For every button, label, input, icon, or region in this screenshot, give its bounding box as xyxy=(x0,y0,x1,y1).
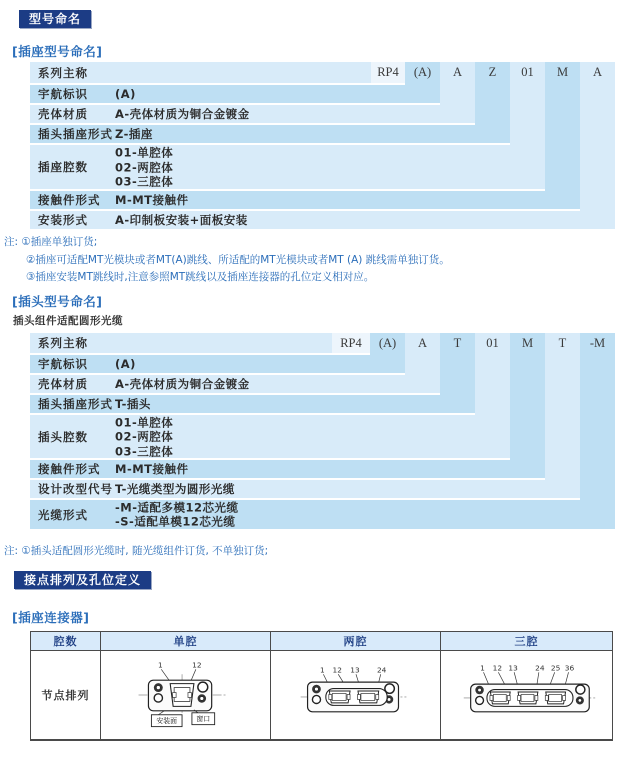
code-value: 01 xyxy=(486,336,499,350)
pin-number: 12 xyxy=(492,663,502,673)
row-label: 插头腔数 xyxy=(38,429,88,444)
desc-line: 01-单腔体 xyxy=(115,145,174,160)
triple-cavity-cell xyxy=(441,651,612,739)
section-header-title: 型号命名 xyxy=(29,12,82,26)
section-header-title: 接点排列及孔位定义 xyxy=(24,573,142,587)
row-label: 系列主称 xyxy=(38,65,88,80)
pin-block xyxy=(562,695,565,700)
code-column xyxy=(545,62,580,209)
mounting-hole xyxy=(575,685,584,694)
double-cavity-cell xyxy=(271,651,441,739)
socket-naming-heading: [插座型号命名] xyxy=(12,44,103,59)
mounting-hole xyxy=(475,696,483,704)
table-row xyxy=(30,375,440,393)
row-desc xyxy=(115,415,173,459)
desc-line: -S-适配单模12芯光缆 xyxy=(115,514,236,529)
table-row xyxy=(30,191,580,209)
column-header: 腔数 xyxy=(31,632,101,651)
pin-number: 1 xyxy=(320,665,325,675)
row-label: 插头插座形式 xyxy=(38,397,113,411)
plug-naming-subtitle: 插头组件适配圆形光缆 xyxy=(13,315,123,327)
table-row xyxy=(30,85,440,103)
row-desc: M-MT接触件 xyxy=(115,462,189,476)
code-value: T xyxy=(558,336,567,350)
table-row xyxy=(30,62,371,83)
code-value: (A) xyxy=(413,65,432,79)
table-row xyxy=(30,395,475,413)
triple-cavity-connector-diagram xyxy=(443,652,611,738)
jack-post-center xyxy=(578,699,581,702)
table-row xyxy=(30,333,332,353)
row-label: 壳体材质 xyxy=(38,107,88,121)
code-value: A xyxy=(592,65,603,79)
column-header: 三腔 xyxy=(441,632,612,651)
row-label: 插头插座形式 xyxy=(38,127,113,141)
socket-naming-table xyxy=(30,62,615,229)
mounting-hole xyxy=(198,682,208,692)
code-value: (A) xyxy=(378,336,397,350)
note-line: 注: ①插座单独订货; xyxy=(4,236,98,248)
table-row xyxy=(30,211,615,229)
row-label: 接触件形式 xyxy=(38,193,101,207)
pin-block xyxy=(376,695,379,700)
jack-post-center xyxy=(477,688,481,692)
row-label: 宇航标识 xyxy=(38,357,88,371)
desc-line: 02-两腔体 xyxy=(115,429,174,444)
pin-block xyxy=(545,695,548,700)
contact-arrangement-table xyxy=(30,631,613,741)
code-value: A xyxy=(417,336,428,350)
single-cavity-cell xyxy=(101,651,271,739)
code-value: -M xyxy=(589,336,606,350)
desc-line: 03-三腔体 xyxy=(115,443,174,458)
pin-number: 36 xyxy=(564,663,574,673)
row-desc: T-插头 xyxy=(115,397,151,411)
row-label: 壳体材质 xyxy=(38,377,88,391)
row-desc: (A) xyxy=(115,87,136,101)
row-desc: A-印制板安装+面板安装 xyxy=(115,213,248,227)
note-line: ③插座安装MT跳线时,注意参照MT跳线以及插座连接器的孔位定义相对应。 xyxy=(26,271,375,283)
section-header-contact-arrangement xyxy=(14,571,151,589)
note-line: ②插座可适配MT光模块或者MT(A)跳线、所适配的MT光模块或者MT (A) 跳线需单独订货。 xyxy=(26,253,450,266)
pin-number: 24 xyxy=(534,663,545,673)
socket-connector-heading: [插座连接器] xyxy=(12,610,90,625)
pin-number: 1 xyxy=(479,663,485,673)
desc-line: 02-两腔体 xyxy=(115,159,174,174)
row-label: 光缆形式 xyxy=(38,507,88,522)
row-desc: T-光缆类型为圆形光缆 xyxy=(115,482,235,496)
plug-naming-heading: [插头型号命名] xyxy=(12,294,103,309)
code-column xyxy=(580,62,615,229)
row-desc xyxy=(115,145,173,189)
code-value: T xyxy=(453,336,462,350)
desc-line: 03-三腔体 xyxy=(115,174,174,189)
pin-number: 12 xyxy=(332,665,342,675)
row-label: 插座腔数 xyxy=(38,160,88,174)
jack-post-center xyxy=(315,687,319,691)
code-value: A xyxy=(452,65,463,79)
callout-label: 安装面 xyxy=(156,717,178,726)
row-desc xyxy=(115,500,239,529)
mounting-hole xyxy=(154,694,162,702)
pin-block xyxy=(188,693,191,698)
pin-block xyxy=(329,695,332,700)
code-value: M xyxy=(521,336,534,350)
plug-naming-table xyxy=(30,333,615,529)
jack-post-center xyxy=(200,697,204,701)
code-value: RP4 xyxy=(377,65,399,79)
pin-number: 13 xyxy=(350,665,360,675)
row-label: 接触件形式 xyxy=(38,462,101,476)
table-row xyxy=(30,500,615,529)
pin-number: 13 xyxy=(507,663,518,673)
leader-line xyxy=(158,711,164,715)
socket-notes xyxy=(4,234,450,287)
row-label: 安装形式 xyxy=(38,213,88,227)
code-column xyxy=(510,333,545,478)
callout-label: 窗口 xyxy=(196,715,211,724)
double-cavity-connector-diagram xyxy=(271,652,440,738)
column-header: 单腔 xyxy=(101,632,271,651)
jack-post-center xyxy=(156,686,160,690)
row-desc: A-壳体材质为铜合金镀金 xyxy=(115,107,250,121)
code-value: Z xyxy=(488,65,497,79)
row-label: 节点排列 xyxy=(41,689,90,702)
pin-number: 12 xyxy=(192,660,202,670)
pin-number: 25 xyxy=(550,663,560,673)
note-line: 注: ①插头适配圆形光缆时, 随光缆组件订货, 不单独订货; xyxy=(4,545,269,557)
pin-block xyxy=(507,695,510,700)
pin-block xyxy=(489,695,492,700)
code-column xyxy=(580,333,615,529)
table-row xyxy=(30,125,510,143)
pin-block xyxy=(517,695,520,700)
code-value: 01 xyxy=(521,65,534,79)
row-desc: (A) xyxy=(115,357,136,371)
pin-block xyxy=(173,693,176,698)
pin-block xyxy=(357,695,360,700)
column-header: 两腔 xyxy=(271,632,441,651)
pin-number: 24 xyxy=(376,665,387,675)
table-row xyxy=(30,480,580,498)
table-row xyxy=(30,355,405,373)
desc-line: -M-适配多模12芯光缆 xyxy=(115,500,239,514)
row-label: 系列主称 xyxy=(38,336,88,350)
table-row-label-cell xyxy=(31,651,101,739)
mounting-hole xyxy=(312,695,320,703)
single-cavity-connector-diagram xyxy=(101,652,270,738)
pin-block xyxy=(534,695,537,700)
jack-post-center xyxy=(387,698,391,702)
row-desc: A-壳体材质为铜合金镀金 xyxy=(115,377,250,391)
table-row xyxy=(30,145,545,189)
desc-line: 01-单腔体 xyxy=(115,414,174,429)
section-header-model-naming xyxy=(19,10,91,28)
row-desc: M-MT接触件 xyxy=(115,193,189,207)
code-value: M xyxy=(556,65,569,79)
pin-number: 1 xyxy=(157,660,163,670)
row-label: 设计改型代号 xyxy=(38,482,113,496)
code-value: RP4 xyxy=(340,336,362,350)
row-label: 宇航标识 xyxy=(38,87,88,101)
table-row xyxy=(30,460,545,478)
pin-block xyxy=(347,695,350,700)
code-column xyxy=(545,333,580,498)
row-desc: Z-插座 xyxy=(115,127,153,141)
table-row xyxy=(30,105,475,123)
plug-notes xyxy=(4,543,268,561)
table-row xyxy=(30,415,510,458)
